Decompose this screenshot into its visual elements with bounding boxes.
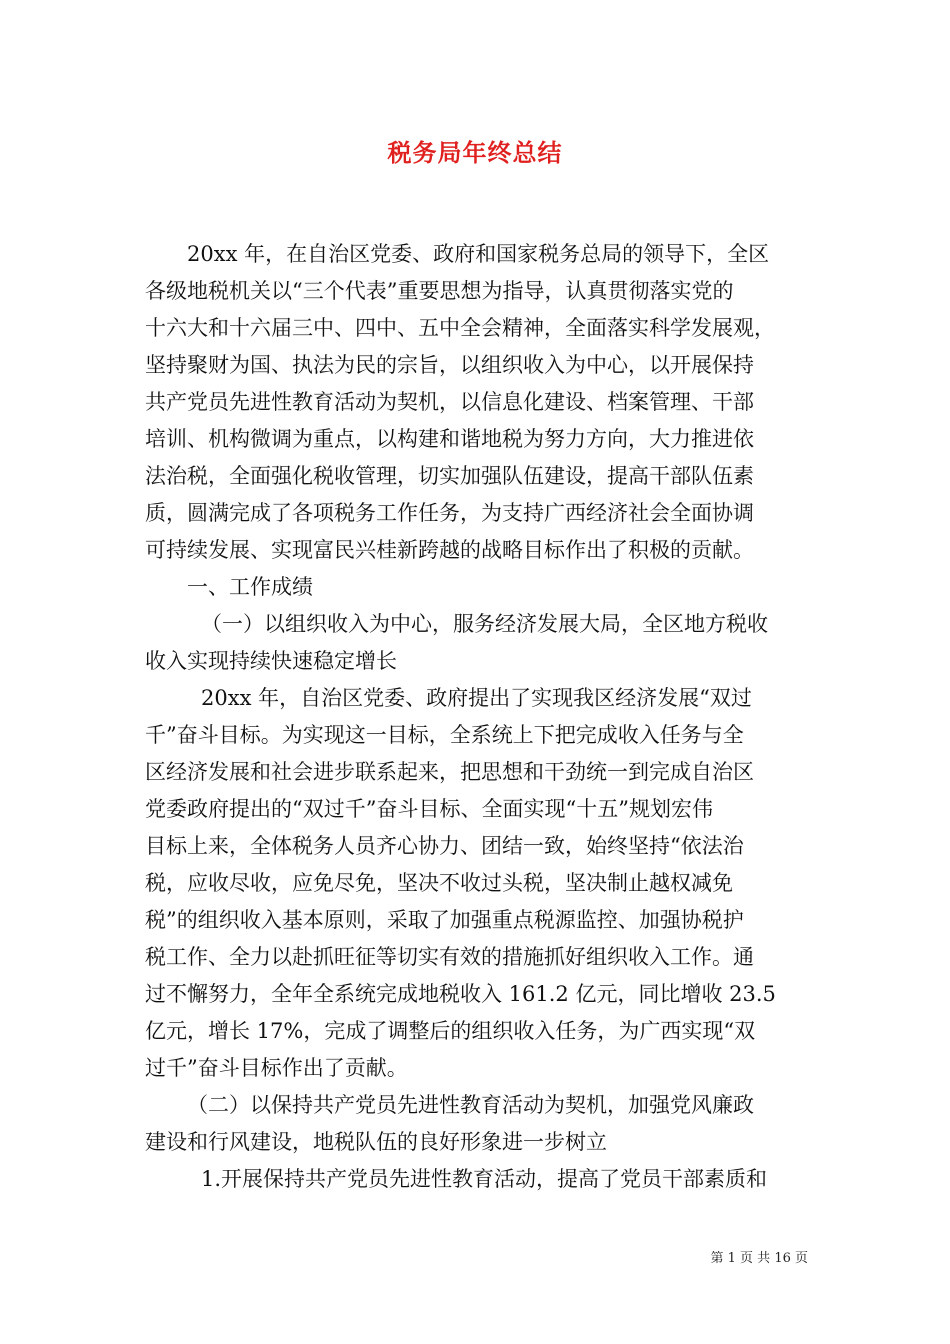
body-line: 过千”奋斗目标作出了贡献。 — [145, 1056, 408, 1080]
subsection-heading: （一）以组织收入为中心，服务经济发展大局，全区地方税收 — [201, 612, 768, 636]
document-title: 税务局年终总结 — [387, 138, 563, 167]
body-line: 共产党员先进性教育活动为契机，以信息化建设、档案管理、干部 — [145, 390, 754, 414]
body-line: 培训、机构微调为重点，以构建和谐地税为努力方向，大力推进依 — [145, 427, 754, 451]
body-line: 税，应收尽收，应免尽免，坚决不收过头税，坚决制止越权减免 — [145, 871, 733, 895]
body-line: 区经济发展和社会进步联系起来，把思想和干劲统一到完成自治区 — [145, 760, 754, 784]
body-line: 税”的组织收入基本原则，采取了加强重点税源监控、加强协税护 — [145, 908, 744, 932]
body-line: 亿元，增长 17%，完成了调整后的组织收入任务，为广西实现“双 — [145, 1019, 756, 1043]
section-heading: 一、工作成绩 — [187, 575, 313, 599]
body-line: 目标上来，全体税务人员齐心协力、团结一致，始终坚持“依法治 — [145, 834, 744, 858]
body-line: 可持续发展、实现富民兴桂新跨越的战略目标作出了积极的贡献。 — [145, 538, 754, 562]
body-line: 千”奋斗目标。为实现这一目标，全系统上下把完成收入任务与全 — [145, 723, 744, 747]
subsection-heading: （二）以保持共产党员先进性教育活动为契机，加强党风廉政 — [187, 1093, 754, 1117]
document-body — [145, 236, 810, 1198]
body-line: 党委政府提出的“双过千”奋斗目标、全面实现“十五”规划宏伟 — [145, 797, 713, 821]
body-line: 十六大和十六届三中、四中、五中全会精神，全面落实科学发展观， — [145, 316, 775, 340]
body-line: 坚持聚财为国、执法为民的宗旨，以组织收入为中心，以开展保持 — [145, 353, 754, 377]
body-line: 20xx 年，自治区党委、政府提出了实现我区经济发展“双过 — [201, 686, 752, 710]
subsection-heading: 收入实现持续快速稳定增长 — [145, 649, 397, 673]
page-number: 第 1 页 共 16 页 — [710, 1251, 808, 1266]
subsection-heading: 建设和行风建设，地税队伍的良好形象进一步树立 — [145, 1130, 607, 1154]
body-line: 1.开展保持共产党员先进性教育活动，提高了党员干部素质和 — [201, 1167, 768, 1191]
body-line: 各级地税机关以“三个代表”重要思想为指导，认真贯彻落实党的 — [145, 279, 734, 303]
page-footer — [711, 1247, 808, 1266]
body-line: 法治税，全面强化税收管理，切实加强队伍建设，提高干部队伍素 — [145, 464, 754, 488]
body-line: 质，圆满完成了各项税务工作任务，为支持广西经济社会全面协调 — [145, 501, 754, 525]
body-line: 税工作、全力以赴抓旺征等切实有效的措施抓好组织收入工作。通 — [145, 945, 754, 969]
body-line: 20xx 年，在自治区党委、政府和国家税务总局的领导下，全区 — [187, 242, 770, 266]
body-line: 过不懈努力，全年全系统完成地税收入 161.2 亿元，同比增收 23.5 — [145, 982, 776, 1006]
